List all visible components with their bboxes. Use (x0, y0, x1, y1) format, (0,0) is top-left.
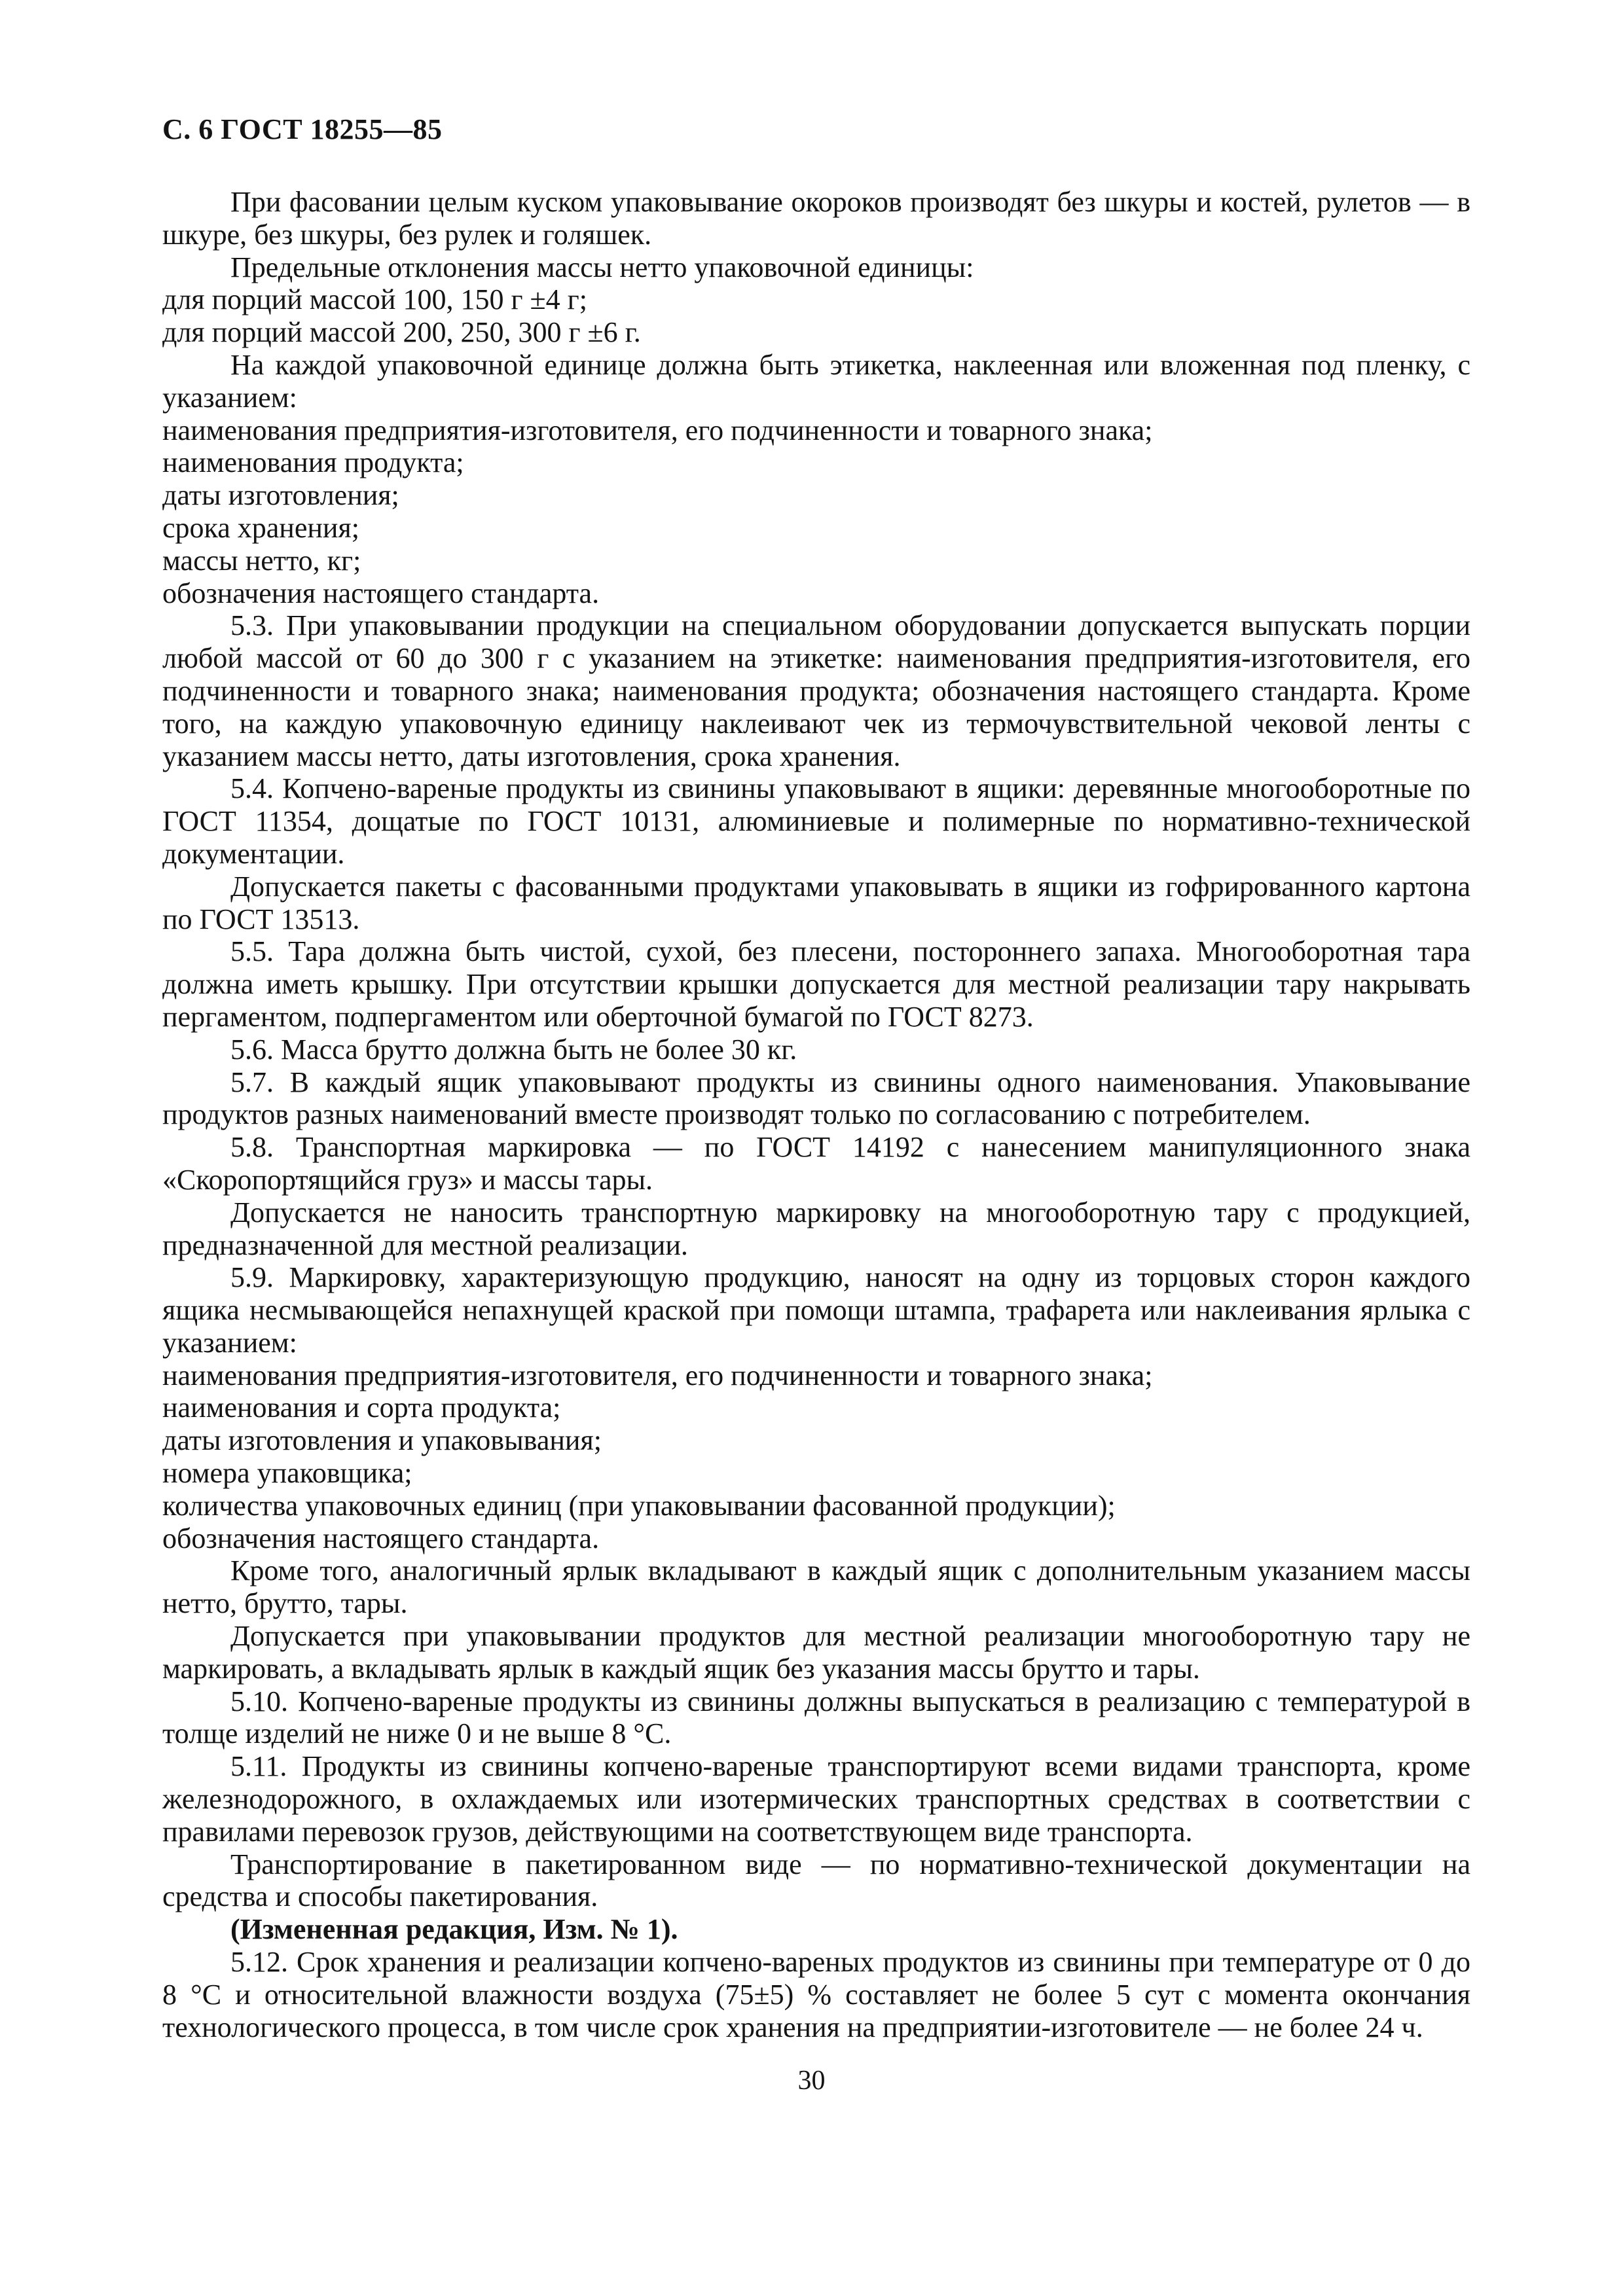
paragraph-label-requirements: На каждой упаковочной единице должна быть этикетка, наклеенная или вложенная под пленку, с указанием: (162, 348, 1470, 414)
page-number: 30 (797, 2066, 826, 2096)
paragraph-additional-label: Кроме того, аналогичный ярлык вкладывают в каждый ящик с дополнительным указанием массы нетто, брутто, тары. (162, 1554, 1470, 1620)
clause-5-4: 5.4. Копчено-вареные продукты из свинины упаковывают в ящики: деревянные многооборотные по ГОСТ 11354, дощатые по ГОСТ 10131, алюминиевые и полимерные по нормативно-технической документации. (162, 772, 1470, 870)
clause-5-6: 5.6. Масса брутто должна быть не более 30 кг. (230, 1033, 797, 1066)
list-item: срока хранения; (162, 511, 359, 544)
list-item: обозначения настоящего стандарта. (162, 1522, 600, 1554)
document-body (162, 186, 1470, 2043)
paragraph-transport-marking: Допускается не наносить транспортную маркировку на многооборотную тару с продукцией, предназначенной для местной реализации. (162, 1196, 1470, 1261)
clause-5-9: 5.9. Маркировку, характеризующую продукцию, наносят на одну из торцовых сторон каждого ящика несмывающейся непахнущей краской при помощи штампа, трафарета или наклеивания ярлыка с указанием: (162, 1261, 1470, 1359)
list-item: количества упаковочных единиц (при упаковывании фасованной продукции); (162, 1489, 1116, 1522)
list-item: наименования предприятия-изготовителя, его подчиненности и товарного знака; (162, 414, 1153, 446)
page-header: С. 6 ГОСТ 18255—85 (162, 113, 443, 145)
list-item: наименования предприятия-изготовителя, его подчиненности и товарного знака; (162, 1359, 1153, 1391)
list-item: обозначения настоящего стандарта. (162, 577, 600, 609)
paragraph-mass-deviation: Предельные отклонения массы нетто упаковочной единицы: (230, 251, 974, 283)
paragraph-packetized-transport: Транспортирование в пакетированном виде — по нормативно-технической документации на средства и способы пакетирования. (162, 1848, 1470, 1913)
clause-5-10: 5.10. Копчено-вареные продукты из свинины должны выпускаться в реализацию с температурой в толще изделий не ниже 0 и не выше 8 °С. (162, 1685, 1470, 1750)
list-item: номера упаковщика; (162, 1457, 412, 1490)
list-item: даты изготовления и упаковывания; (162, 1424, 602, 1457)
clause-5-3: 5.3. При упаковывании продукции на специальном оборудовании допускается выпускать порции любой массой от 60 до 300 г с указанием на этикетке: наименования предприятия-изготовителя, его подчиненности и товарного знака; наименования продукта; обозначения настоящего стандарта. Кроме того, на каждую упаковочную единицу наклеивают чек из термочувствительной чековой ленты с указанием массы нетто, даты изготовления, срока хранения. (162, 609, 1470, 772)
list-item: для порций массой 200, 250, 300 г ±6 г. (162, 316, 641, 349)
list-item: для порций массой 100, 150 г ±4 г; (162, 283, 587, 316)
paragraph-packaging-whole: При фасовании целым куском упаковывание окороков производят без шкуры и костей, рулетов — в шкуре, без шкуры, без рулек и голяшек. (162, 186, 1470, 251)
paragraph-corrugated-boxes: Допускается пакеты с фасованными продуктами упаковывать в ящики из гофрированного картона по ГОСТ 13513. (162, 870, 1470, 935)
clause-5-5: 5.5. Тара должна быть чистой, сухой, без плесени, постороннего запаха. Многооборотная тара должна иметь крышку. При отсутствии крышки допускается для местной реализации тару накрывать пергаментом, подпергаментом или оберточной бумагой по ГОСТ 8273. (162, 935, 1470, 1033)
list-item: наименования и сорта продукта; (162, 1391, 561, 1424)
list-item: даты изготовления; (162, 479, 399, 512)
clause-5-12: 5.12. Срок хранения и реализации копчено-вареных продуктов из свинины при температуре от 0 до 8 °С и относительной влажности воздуха (75±5) % составляет не более 5 сут с момента окончания технологического процесса, в том числе срок хранения на предприятии-изготовителе — не более 24 ч. (162, 1946, 1470, 2043)
list-item: наименования продукта; (162, 446, 464, 479)
list-item: массы нетто, кг; (162, 544, 361, 577)
paragraph-local-sale-marking: Допускается при упаковывании продуктов для местной реализации многооборотную тару не маркировать, а вкладывать ярлык в каждый ящик без указания массы брутто и тары. (162, 1620, 1470, 1685)
clause-5-11: 5.11. Продукты из свинины копчено-вареные транспортируют всеми видами транспорта, кроме железнодорожного, в охлаждаемых или изотермических транспортных средствах в соответствии с правилами перевозок грузов, действующими на соответствующем виде транспорта. (162, 1750, 1470, 1848)
clause-5-7: 5.7. В каждый ящик упаковывают продукты из свинины одного наименования. Упаковывание продуктов разных наименований вместе производят только по согласованию с потребителем. (162, 1066, 1470, 1131)
amendment-note: (Измененная редакция, Изм. № 1). (230, 1913, 678, 1946)
clause-5-8: 5.8. Транспортная маркировка — по ГОСТ 14192 с нанесением манипуляционного знака «Скоропортящийся груз» и массы тары. (162, 1131, 1470, 1196)
